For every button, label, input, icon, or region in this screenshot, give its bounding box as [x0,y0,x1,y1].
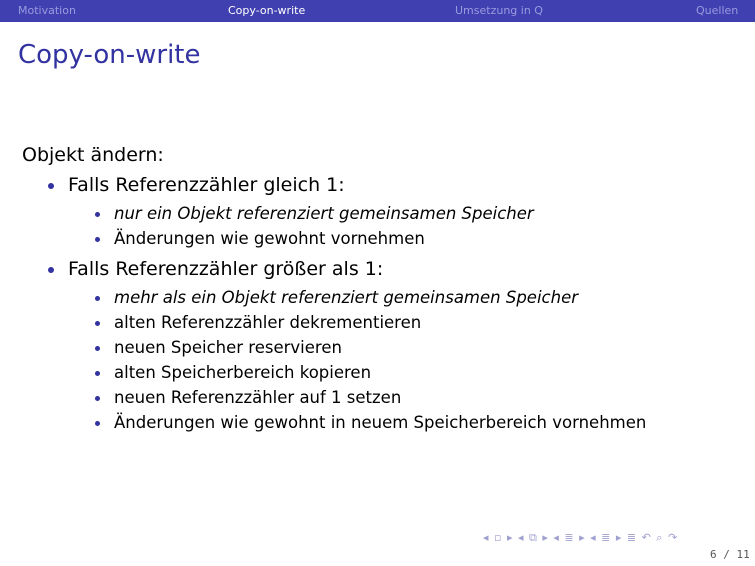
list-item-label: Falls Referenzzähler größer als 1: [68,258,384,280]
beamer-navigation-icons[interactable]: ◂ ▫ ▸ ◂ ⧉ ▸ ◂ ≣ ▸ ◂ ≣ ▸ ≣ ↶ ⌕ ↷ [483,531,679,544]
sub-list-item [22,285,646,310]
section-navbar [0,0,755,22]
sub-list-item [22,201,646,226]
bullet-icon [95,396,100,401]
sub-list-item [22,335,646,360]
slide-title: Copy-on-write [18,40,201,70]
lead-text: Objekt ändern: [22,144,164,166]
sub-item-text: Änderungen wie gewohnt vornehmen [114,229,425,248]
sub-item-text: nur ein Objekt referenziert gemeinsamen Speicher [114,204,534,223]
nav-section-motivation[interactable]: Motivation [18,4,76,17]
bullet-icon [48,183,54,189]
sub-list-item [22,360,646,385]
nav-section-quellen[interactable]: Quellen [696,4,739,17]
nav-section-copy-on-write[interactable]: Copy-on-write [228,4,306,17]
sub-list-item [22,385,646,410]
bullet-icon [48,267,54,273]
bullet-icon [95,237,100,242]
sub-item-text: alten Speicherbereich kopieren [114,363,372,382]
list-item [22,255,646,435]
sub-list [68,285,646,435]
bullet-icon [95,321,100,326]
bullet-icon [95,296,100,301]
bullet-icon [95,212,100,217]
sub-item-text: Änderungen wie gewohnt in neuem Speicherbereich vornehmen [114,413,647,432]
bullet-icon [95,421,100,426]
nav-section-umsetzung[interactable]: Umsetzung in Q [455,4,543,17]
sub-item-text: alten Referenzzähler dekrementieren [114,313,422,332]
bullet-icon [95,371,100,376]
sub-list-item [22,310,646,335]
list-item [22,171,646,251]
sub-item-text: neuen Referenzzähler auf 1 setzen [114,388,402,407]
sub-item-text: neuen Speicher reservieren [114,338,342,357]
bullet-icon [95,346,100,351]
sub-list [68,201,646,251]
main-list [22,171,646,435]
sub-list-item [22,226,646,251]
slide-content [22,144,646,439]
sub-item-text: mehr als ein Objekt referenziert gemeinsamen Speicher [114,288,579,307]
sub-list-item [22,410,646,435]
page-number: 6 / 11 [710,548,750,561]
list-item-label: Falls Referenzzähler gleich 1: [68,174,345,196]
